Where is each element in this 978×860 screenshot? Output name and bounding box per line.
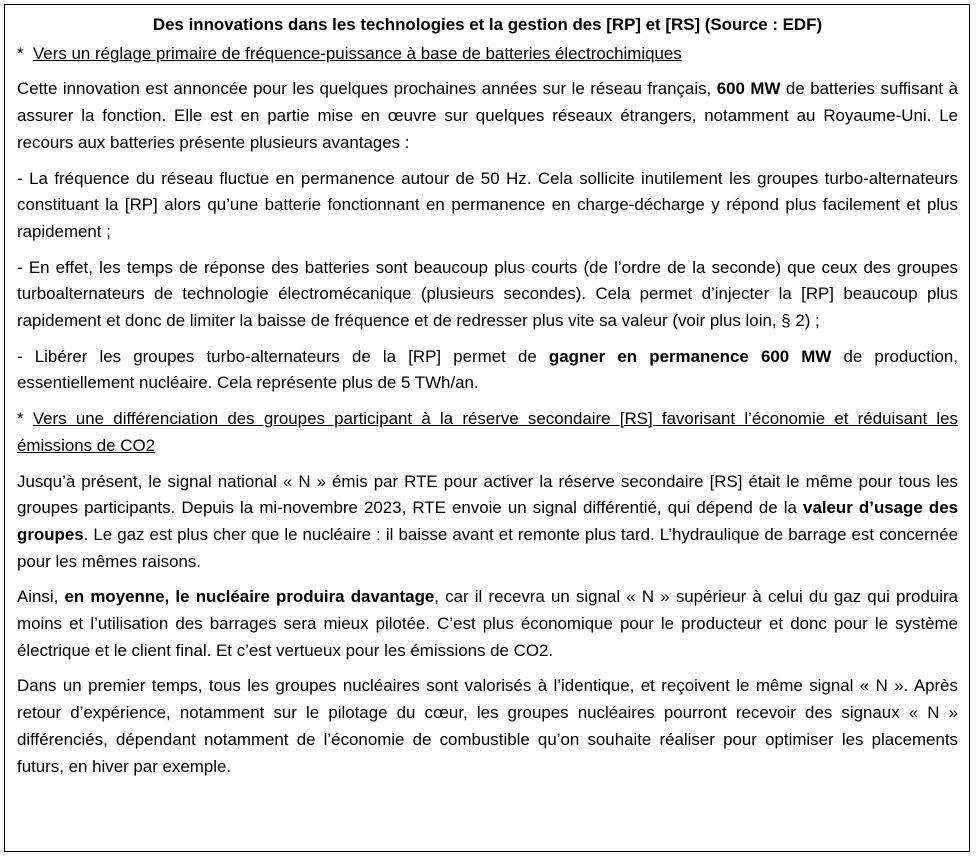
- bold-text: en moyenne, le nucléaire produira davantage: [64, 587, 435, 607]
- paragraph-text: . Le gaz est plus cher que le nucléaire : il baisse avant et remonte plus tard. L’hydraulique de barrage est concernée pour les mêmes raisons.: [17, 524, 958, 571]
- paragraph-intro-batteries: [17, 76, 958, 156]
- paragraph-text: - Libérer les groupes turbo-alternateurs de la [RP] permet de: [17, 346, 549, 366]
- section-heading-batteries: [17, 41, 958, 68]
- document-title: Des innovations dans les technologies et la gestion des [RP] et [RS] (Source : EDF): [152, 15, 823, 34]
- paragraph-frequency: - La fréquence du réseau fluctue en permanence autour de 50 Hz. Cela sollicite inutilement les groupes turbo-alternateurs constituant la [RP] alors qu’une batterie fonctionnant en permanence en charge-décharge y répond plus facilement et plus rapidement ;: [17, 168, 958, 241]
- bold-text: valeur d’usage des groupes: [17, 498, 958, 544]
- bold-text: 600 MW: [716, 79, 781, 99]
- paragraph-nuclear-average: [17, 584, 958, 664]
- paragraph-text: de production, essentiellement nucléaire. Cela représente plus de 5 TWh/an.: [17, 346, 958, 393]
- paragraph-text: , car il recevra un signal « N » supérieur à celui du gaz qui produira moins et l’utilisation des barrages sera mieux pilotée. C’est plus économique pour le producteur et donc pour le système électrique et le client final. Et c’est vertueux pour les émissions de CO2.: [17, 587, 959, 660]
- paragraph-text: Ainsi,: [17, 587, 65, 607]
- document-box: [4, 4, 970, 852]
- section-heading-secondary-reserve: [17, 406, 958, 459]
- bold-text: gagner en permanence 600 MW: [548, 346, 832, 366]
- paragraph-text: Jusqu’à présent, le signal national « N » émis par RTE pour activer la réserve secondaire [RS] était le même pour tous les groupes participants. Depuis la mi-novembre 2023, RTE envoie un signal différentié, qui dépend de la: [17, 471, 958, 518]
- section-heading-text: Vers un réglage primaire de fréquence-puissance à base de batteries électrochimiques: [32, 43, 682, 63]
- paragraph-gain-600mw: [17, 344, 958, 397]
- paragraph-national-signal: [17, 469, 958, 576]
- paragraph-text: de batteries suffisant à assurer la fonction. Elle est en partie mise en œuvre sur quelques réseaux étrangers, notamment au Royaume-Uni. Le recours aux batteries présente plusieurs avantages :: [17, 79, 958, 152]
- paragraph-first-phase: Dans un premier temps, tous les groupes nucléaires sont valorisés à l’identique, et reçoivent le même signal « N ». Après retour d’expérience, notamment sur le pilotage du cœur, les groupes nucléaires pourront recevoir des signaux « N » différenciés, dépendant notamment de l’économie de combustible qu’on souhaite réaliser pour optimiser les placements futurs, en hiver par exemple.: [17, 676, 958, 776]
- bullet-marker: *: [17, 409, 24, 429]
- paragraph-text: Cette innovation est annoncée pour les quelques prochaines années sur le réseau français,: [17, 79, 717, 99]
- paragraph-response-time: - En effet, les temps de réponse des batteries sont beaucoup plus courts (de l’ordre de la seconde) que ceux des groupes turboalternateurs de technologie électromécanique (plusieurs secondes). Cela permet d’injecter la [RP] beaucoup plus rapidement et donc de limiter la baisse de fréquence et de redresser plus vite sa valeur (voir plus loin, § 2) ;: [17, 257, 958, 331]
- section-heading-text: Vers une différenciation des groupes participant à la réserve secondaire [RS] favorisant l’économie et réduisant les émissions de CO2: [17, 409, 958, 455]
- bullet-marker: *: [17, 43, 24, 63]
